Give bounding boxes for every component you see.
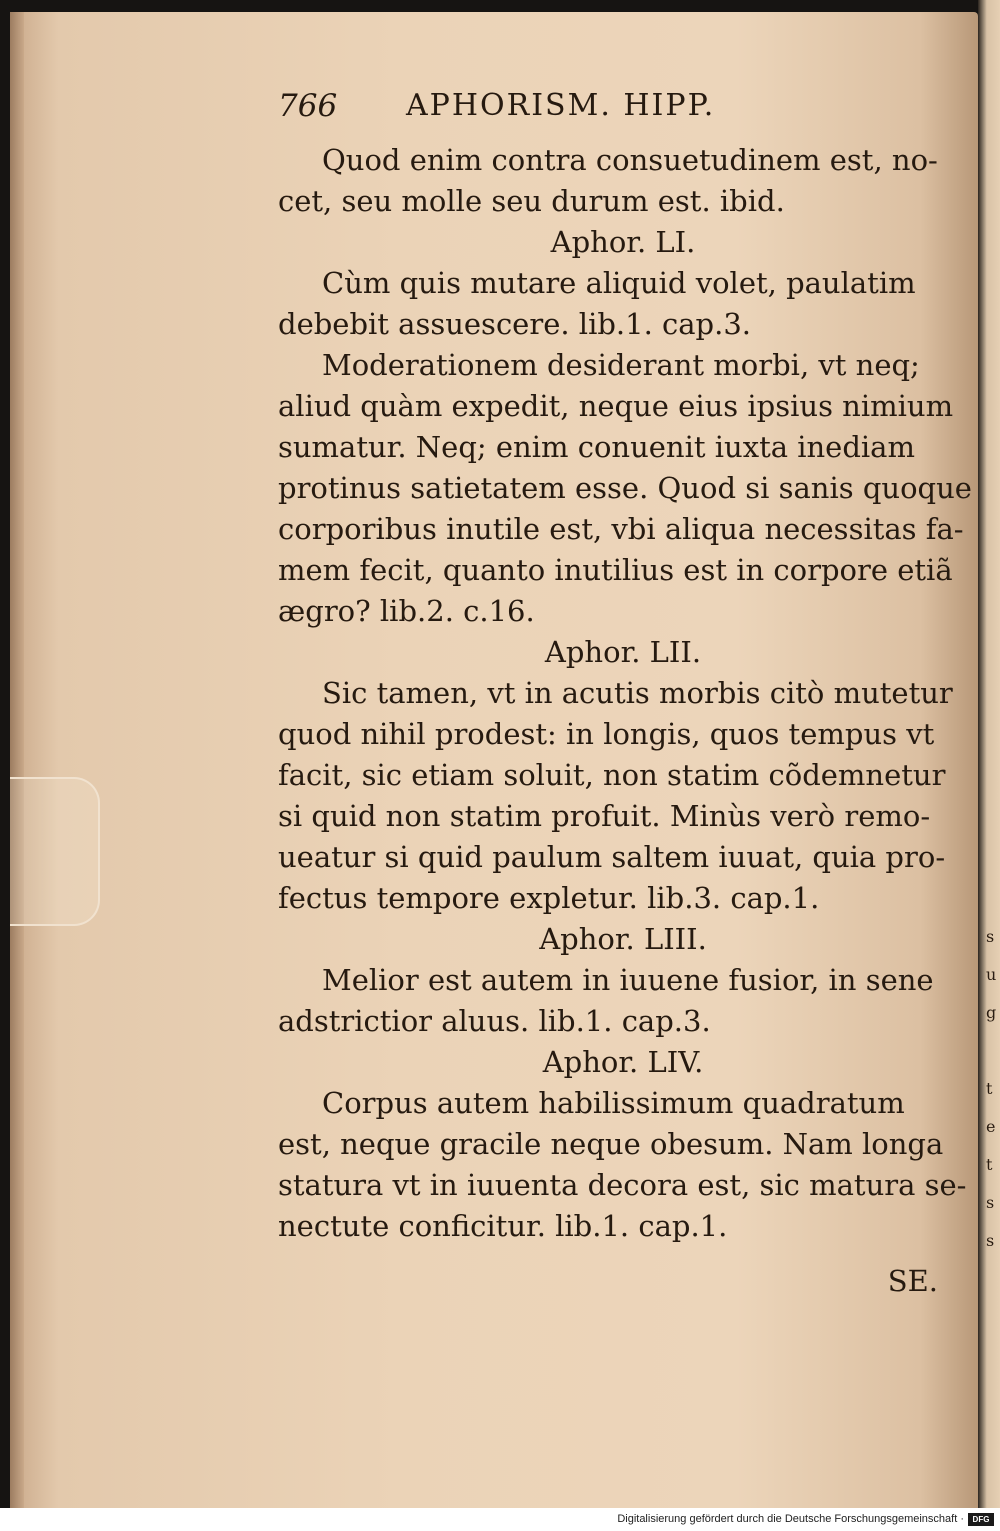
aphorism-heading: Aphor. LIII. xyxy=(539,922,707,956)
text-line: facit, sic etiam soluit, non statim cõdemnetur xyxy=(278,758,946,792)
text-line: aliud quàm expedit, neque eius ipsius nimium xyxy=(278,389,954,423)
catchword: SE. xyxy=(887,1264,938,1298)
page-edge-left xyxy=(10,12,24,1508)
text-line: Sic tamen, vt in acutis morbis citò mutetur xyxy=(322,676,953,710)
text-line: ægro? lib.2. c.16. xyxy=(278,594,535,628)
running-head: APHORISM. HIPP. xyxy=(406,88,716,123)
text-line: quod nihil prodest: in longis, quos tempus vt xyxy=(278,717,935,751)
text-line: statura vt in iuuenta decora est, sic matura se- xyxy=(278,1168,967,1202)
page-text-block xyxy=(278,82,972,1302)
funding-credit: Digitalisierung gefördert durch die Deutsche Forschungsgemeinschaft · xyxy=(617,1513,964,1525)
text-line: cet, seu molle seu durum est. ibid. xyxy=(278,184,785,218)
page-tab-marker xyxy=(10,777,100,926)
text-line: sumatur. Neq; enim conuenit iuxta inediam xyxy=(278,430,915,464)
text-line: protinus satietatem esse. Quod si sanis quoque xyxy=(278,471,972,505)
page-header xyxy=(278,82,948,140)
aphorism-heading: Aphor. LI. xyxy=(550,225,696,259)
text-line: si quid non statim profuit. Minùs verò remo- xyxy=(278,799,931,833)
text-line: Quod enim contra consuetudinem est, no- xyxy=(322,143,938,177)
text-line: mem fecit, quanto inutilius est in corpore etiã xyxy=(278,553,953,587)
aphorism-heading: Aphor. LIV. xyxy=(542,1045,704,1079)
text-line: nectute conficitur. lib.1. cap.1. xyxy=(278,1209,728,1243)
text-line: Moderationem desiderant morbi, vt neq; xyxy=(322,348,920,382)
digitization-footer xyxy=(0,1508,1000,1531)
text-line: corporibus inutile est, vbi aliqua necessitas fa- xyxy=(278,512,964,546)
text-line: ueatur si quid paulum saltem iuuat, quia pro- xyxy=(278,840,946,874)
text-line: Melior est autem in iuuene fusior, in sene xyxy=(322,963,934,997)
text-line: Cùm quis mutare aliquid volet, paulatim xyxy=(322,266,916,300)
text-line: fectus tempore expletur. lib.3. cap.1. xyxy=(278,881,820,915)
next-page-edge xyxy=(978,0,1000,1508)
text-line: est, neque gracile neque obesum. Nam longa xyxy=(278,1127,944,1161)
page-number: 766 xyxy=(278,88,338,124)
text-line: debebit assuescere. lib.1. cap.3. xyxy=(278,307,752,341)
next-page-margin-fragment: s u g t e t s s xyxy=(986,927,997,1250)
dfg-logo: DFG xyxy=(968,1513,994,1526)
text-line: adstrictior aluus. lib.1. cap.3. xyxy=(278,1004,711,1038)
aphorism-heading: Aphor. LII. xyxy=(544,635,702,669)
text-lines xyxy=(278,140,972,1247)
book-page xyxy=(10,12,978,1508)
text-line: Corpus autem habilissimum quadratum xyxy=(322,1086,905,1120)
